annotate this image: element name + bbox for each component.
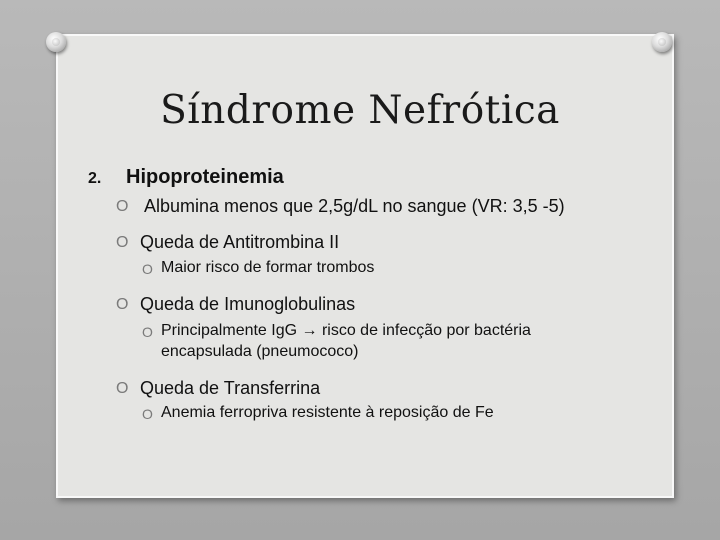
bullet-icon: O xyxy=(116,234,129,251)
sub-bullet-icon: O xyxy=(142,324,153,340)
pushpin-icon xyxy=(652,32,672,52)
list-item: Queda de Transferrina xyxy=(140,378,321,398)
sub-list-item: Principalmente IgG → risco de infecção por bactéria xyxy=(161,322,531,339)
slide-title: Síndrome Nefrótica xyxy=(160,88,560,133)
list-item: Queda de Antitrombina II xyxy=(140,232,340,252)
bullet-icon: O xyxy=(116,198,129,215)
sub-list-item: Maior risco de formar trombos xyxy=(161,259,375,276)
sub-list-item: Anemia ferropriva resistente à reposição de Fe xyxy=(161,404,494,421)
bullet-icon: O xyxy=(116,296,129,313)
sub-bullet-icon: O xyxy=(142,406,153,422)
sub-bullet-icon: O xyxy=(142,261,153,277)
pushpin-icon xyxy=(46,32,66,52)
section-number: 2. xyxy=(88,170,102,187)
bullet-icon: O xyxy=(116,380,129,397)
sub-list-item-continuation: encapsulada (pneumococo) xyxy=(161,343,359,360)
list-item: Queda de Imunoglobulinas xyxy=(140,294,356,314)
list-item: Albumina menos que 2,5g/dL no sangue (VR: 3,5 -5) xyxy=(144,196,565,216)
section-heading: Hipoproteinemia xyxy=(126,166,284,188)
